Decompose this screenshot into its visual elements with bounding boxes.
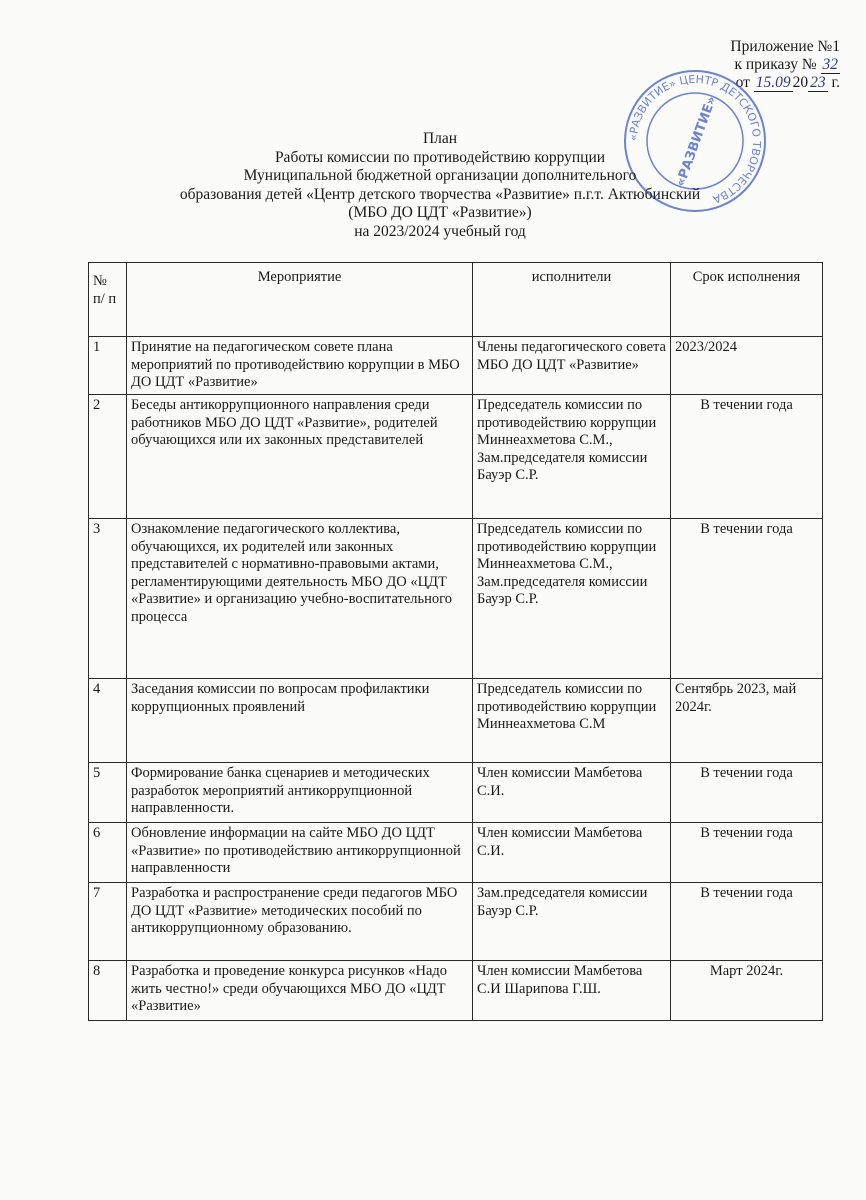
header-num: № п/ п [89,263,127,337]
annex-date: от 15.09 20 23 г. [735,74,840,91]
header-event: Мероприятие [127,263,473,337]
row-event: Обновление информации на сайте МБО ДО ЦДТ «Развитие» по противодействию антикоррупционной направленности [127,823,473,883]
row-deadline: В течении года [671,883,823,961]
row-performers: Зам.председателя комиссии Бауэр С.Р. [473,883,671,961]
table-row [89,395,823,519]
row-num: 4 [89,679,127,763]
row-deadline: В течении года [671,519,823,679]
table-row [89,961,823,1021]
row-num: 3 [89,519,127,679]
table-row [89,519,823,679]
row-num: 7 [89,883,127,961]
table-row [89,763,823,823]
row-num: 2 [89,395,127,519]
title-line-3: Муниципальной бюджетной организации дополнительного [243,167,637,184]
row-num: 8 [89,961,127,1021]
stamp-text: «РАЗВИТИЕ» ЦЕНТР ДЕТСКОГО ТВОРЧЕСТВА [626,72,764,206]
order-number: 32 [822,56,838,73]
row-event: Формирование банка сценариев и методических разработок мероприятий антикоррупционной направленности. [127,763,473,823]
title-line-2: Работы комиссии по противодействию коррупции [274,148,606,166]
title-line-6: на 2023/2024 учебный год [354,222,526,240]
row-event: Принятие на педагогическом совете плана мероприятий по противодействию коррупции в МБО ДО ЦДТ «Развитие» [127,337,473,395]
row-deadline: В течении года [671,395,823,519]
annex-title: Приложение №1 [730,38,840,55]
row-deadline: В течении года [671,823,823,883]
row-performers: Председатель комиссии по противодействию коррупции Миннеахметова С.М., Зам.председателя комиссии Бауэр С.Р. [473,395,671,519]
row-performers: Член комиссии Мамбетова С.И. [473,763,671,823]
document-title [120,130,760,241]
header-deadline: Срок исполнения [671,263,823,337]
row-event: Разработка и проведение конкурса рисунков «Надо жить честно!» среди обучающихся МБО ДО «ЦДТ «Развитие» [127,961,473,1021]
date-day: 15.09 [755,74,791,91]
row-performers: Члены педагогического совета МБО ДО ЦДТ «Развитие» [473,337,671,395]
table-header-row [89,263,823,337]
row-num: 1 [89,337,127,395]
row-deadline: В течении года [671,763,823,823]
row-deadline: Март 2024г. [671,961,823,1021]
table-row [89,823,823,883]
table-row [89,883,823,961]
plan-table [88,262,823,1021]
row-performers: Член комиссии Мамбетова С.И. [473,823,671,883]
date-year: 23 [810,74,826,91]
row-num: 6 [89,823,127,883]
table-row [89,337,823,395]
title-line-4: образования детей «Центр детского творчества «Развитие» п.г.т. Актюбинский [179,185,701,203]
annex-order: к приказу № 32 [734,56,838,73]
table-row [89,679,823,763]
row-deadline: 2023/2024 [671,337,823,395]
row-event: Ознакомление педагогического коллектива, обучающихся, их родителей или законных представителей с нормативно-правовыми актами, регламентирующими деятельность МБО ДО «ЦДТ «Развитие» и организацию учебно-воспитательного процесса [127,519,473,679]
row-num: 5 [89,763,127,823]
row-event: Беседы антикоррупционного направления среди работников МБО ДО ЦДТ «Развитие», родителей обучающихся или их законных представителей [127,395,473,519]
title-line-5: (МБО ДО ЦДТ «Развитие») [348,204,532,221]
row-performers: Член комиссии Мамбетова С.И Шарипова Г.Ш. [473,961,671,1021]
row-deadline: Сентябрь 2023, май 2024г. [671,679,823,763]
header-performers: исполнители [473,263,671,337]
row-performers: Председатель комиссии по противодействию коррупции Миннеахметова С.М [473,679,671,763]
title-plan: План [422,130,458,147]
svg-text:«РАЗВИТИЕ»: «РАЗВИТИЕ» [673,94,720,189]
row-performers: Председатель комиссии по противодействию коррупции Миннеахметова С.М., Зам.председателя комиссии Бауэр С.Р. [473,519,671,679]
row-event: Заседания комиссии по вопросам профилактики коррупционных проявлений [127,679,473,763]
row-event: Разработка и распространение среди педагогов МБО ДО ЦДТ «Развитие» методических пособий по антикоррупционному образованию. [127,883,473,961]
